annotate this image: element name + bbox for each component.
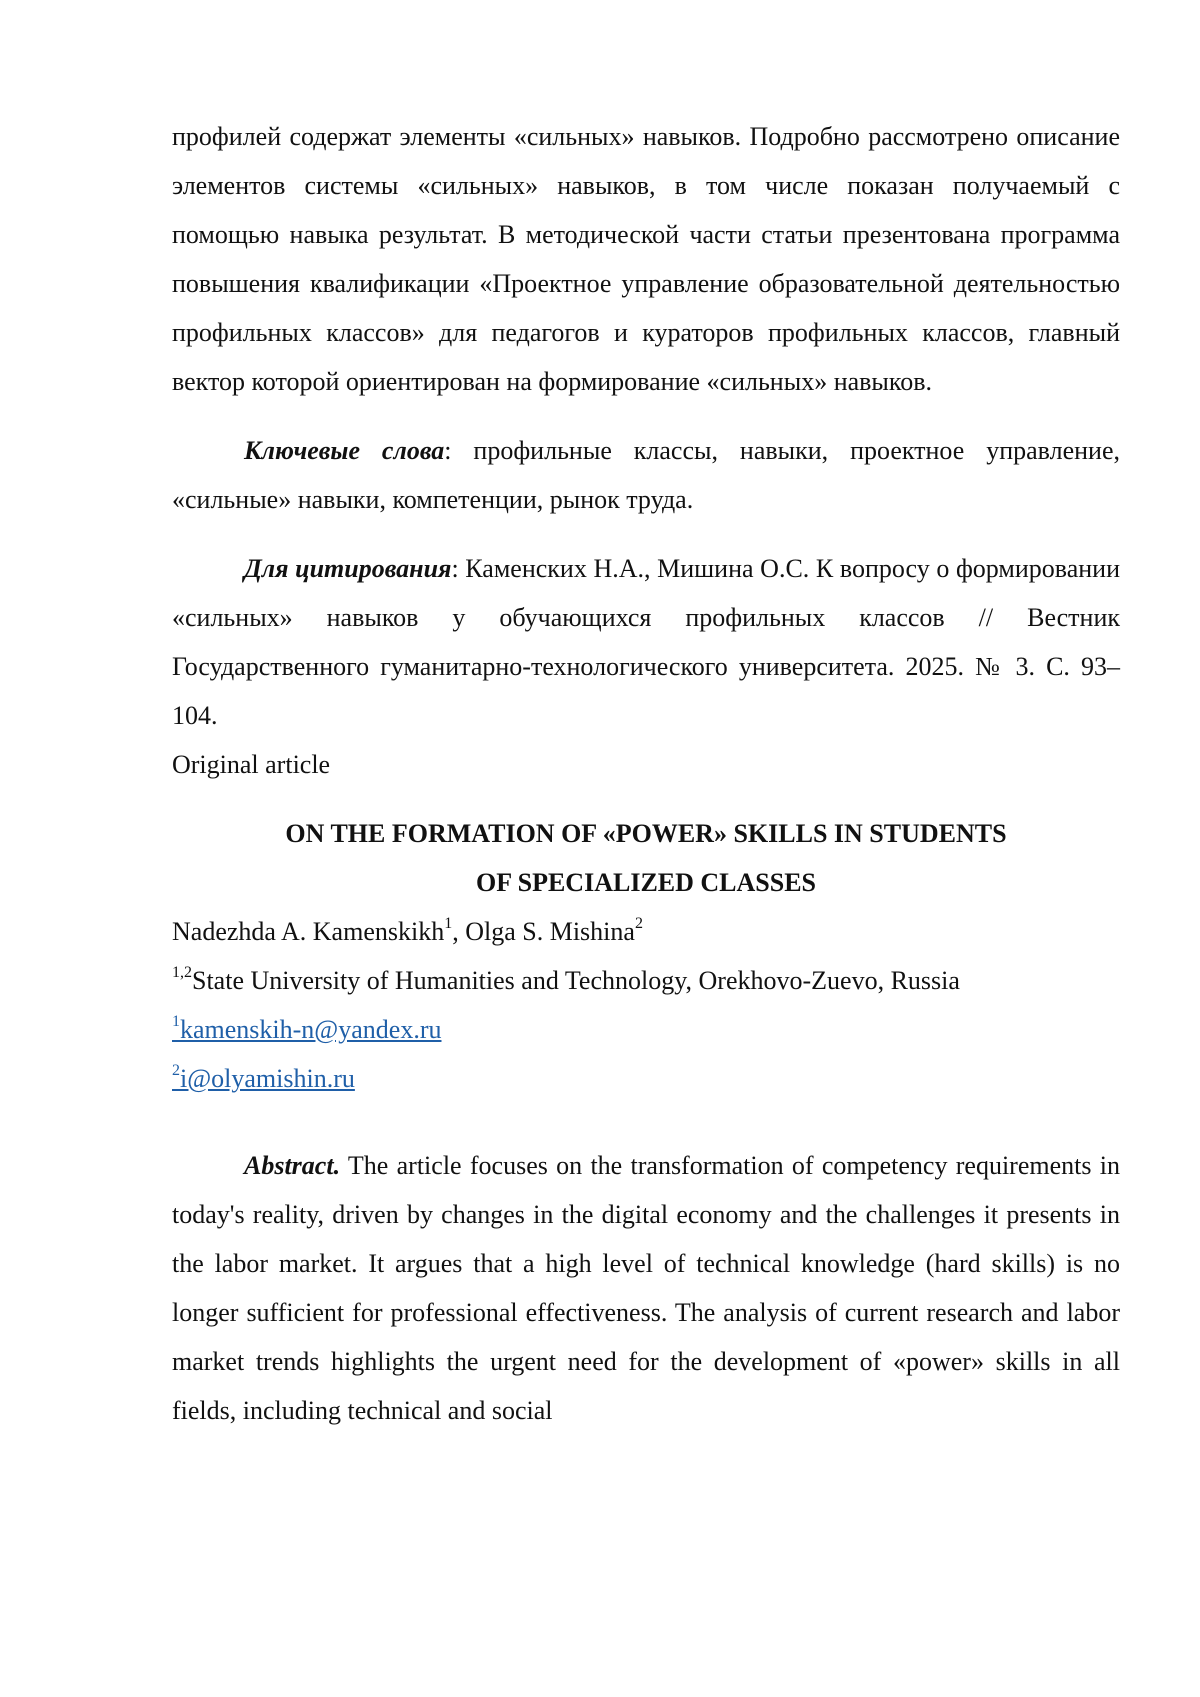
email-link-1[interactable] [172,1015,442,1044]
email-list [172,1005,1120,1103]
email-link-2[interactable] [172,1064,355,1093]
citation-paragraph [172,544,1120,740]
article-title [172,809,1120,907]
author-1: Nadezhda A. Kamenskikh [172,917,445,946]
email-2-mark: 2 [172,1062,180,1080]
citation-label: Для цитирования [244,554,452,583]
affiliation-text: State University of Humanities and Technology, Orekhovo-Zuevo, Russia [192,966,960,995]
authors-separator: , [452,917,466,946]
abstract-text: The article focuses on the transformation of competency requirements in today's reality, driven by changes in the digital economy and the challenges it presents in the labor market. It argues that a high level of technical knowledge (hard skills) is no longer sufficient for professional effectiveness. The analysis of current research and labor market trends highlights the urgent need for the development of «power» skills in all fields, including technical and social [172,1151,1120,1425]
article-title-line-2: OF SPECIALIZED CLASSES [475,868,817,897]
keywords-paragraph [172,426,1120,524]
email-2-address: i@olyamishin.ru [180,1064,355,1093]
keywords-text: : профильные классы, навыки, проектное управление, «сильные» навыки, компетенции, рынок труда. [172,436,1120,514]
document-page [172,112,1120,1435]
affiliation-mark: 1,2 [172,964,192,982]
author-1-affiliation-mark: 1 [444,915,453,933]
authors-line [172,907,1120,956]
email-item [172,1005,1120,1054]
keywords-label: Ключевые слова [244,436,445,465]
ru-abstract-tail: профилей содержат элементы «сильных» навыков. Подробно рассмотрено описание элементов системы «сильных» навыков, в том числе показан получаемый с помощью навыка результат. В методической части статьи презентована программа повышения квалификации «Проектное управление образовательной деятельностью профильных классов» для педагогов и кураторов профильных классов, главный вектор которой ориентирован на формирование «сильных» навыков. [172,122,1120,396]
abstract-paragraph [172,1141,1120,1435]
author-2: Olga S. Mishina [465,917,635,946]
article-type: Original article [172,750,331,779]
affiliation-line [172,956,1120,1005]
email-item [172,1054,1120,1103]
citation-text: : Каменских Н.А., Мишина О.С. К вопросу о формировании «сильных» навыков у обучающихся профильных классов // Вестник Государственного гуманитарно-технологического университета. 2025. № 3. С. 93–104. [172,554,1120,730]
email-1-address: kamenskih-n@yandex.ru [180,1015,442,1044]
article-title-line-1: ON THE FORMATION OF «POWER» SKILLS IN STUDENTS [285,819,1007,848]
email-1-mark: 1 [172,1013,180,1031]
author-2-affiliation-mark: 2 [634,915,643,933]
abstract-label: Abstract. [244,1151,341,1180]
